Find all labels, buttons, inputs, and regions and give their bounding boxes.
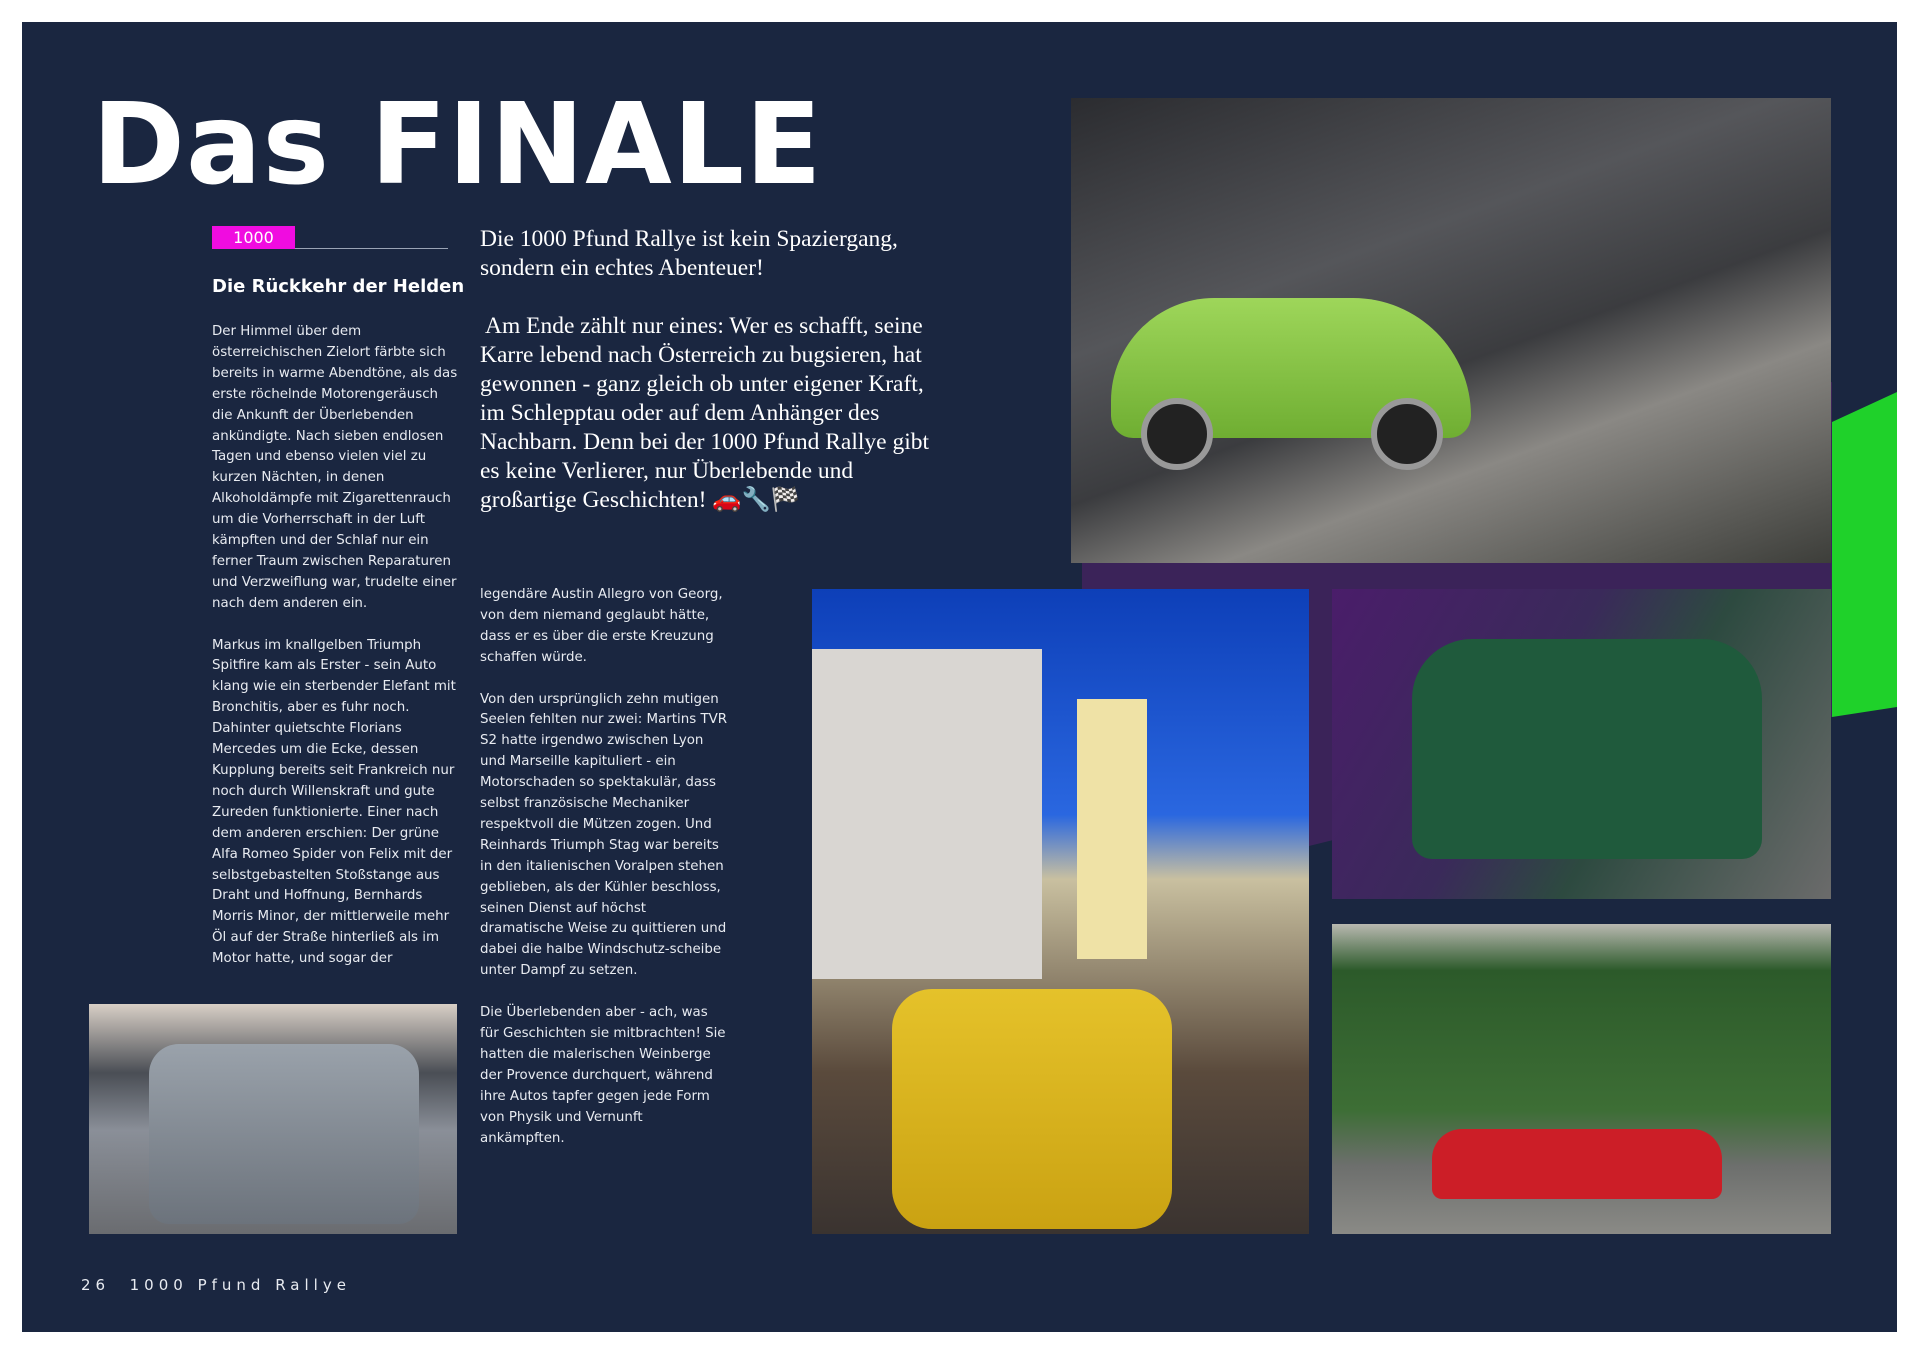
yellow-car bbox=[892, 989, 1172, 1229]
photo-green-car bbox=[1332, 589, 1831, 899]
divider bbox=[295, 248, 448, 249]
car-shape bbox=[149, 1044, 419, 1224]
lead-paragraph: Die 1000 Pfund Rallye ist kein Spaziergang, sondern ein echtes Abenteuer! bbox=[480, 226, 898, 281]
photo-beetle-mountain bbox=[1071, 98, 1831, 563]
paragraph: Der Himmel über dem österreichischen Zielort färbte sich bereits in warme Abendtöne, als das erste röchelnde Motorengeräusch die Ankunft der Überlebenden ankündigte. Nach sieben endlosen Tagen und ebenso vielen viel zu kurzen Nächten, in denen Alkoholdämpfe mit Zigarettenrauch um die Vorherrschaft in der Luft kämpften und der Schlaf nur ein ferner Traum zwischen Reparaturen und Verzweiflung war, trudelte einer nach dem anderen ein. bbox=[212, 324, 458, 611]
paragraph: Die Überlebenden aber - ach, was für Geschichten sie mitbrachten! Sie hatten die malerischen Weinberge der Provence durchquert, während ihre Autos tapfer gegen jede Form von Physik und Vernunft ankämpften. bbox=[480, 1005, 726, 1146]
page-title: Das FINALE bbox=[92, 80, 823, 210]
lead-text bbox=[480, 225, 950, 544]
page-footer: 26 1000 Pfund Rallye bbox=[81, 1276, 351, 1294]
wheel bbox=[1141, 398, 1213, 470]
photo-red-car-mountains bbox=[1332, 924, 1831, 1234]
red-car bbox=[1432, 1129, 1722, 1199]
paragraph: Von den ursprünglich zehn mutigen Seelen fehlten nur zwei: Martins TVR S2 hatte irgendwo zwischen Lyon und Marseille kapituliert - ein Motorschaden so spektakulär, dass selbst französische Mechaniker respektvoll die Mützen zogen. Und Reinhards Triumph Stag war bereits in den italienischen Voralpen stehen geblieben, als der Kühler beschloss, seinen Dienst auf höchst dramatische Weise zu quittieren und dabei die halbe Windschutz-scheibe unter Dampf zu setzen. bbox=[480, 691, 728, 979]
photo-church-square bbox=[812, 589, 1309, 1234]
church-tower bbox=[1077, 699, 1147, 959]
lead-paragraph: Am Ende zählt nur eines: Wer es schafft, seine Karre lebend nach Österreich zu bugsieren, hat gewonnen - ganz gleich ob unter eigener Kraft, im Schlepptau oder auf dem Anhänger des Nachbarn. Denn bei der 1000 Pfund Rallye gibt es keine Verlierer, nur Überlebende und großartige Geschichten! 🚗🔧🏁 bbox=[480, 313, 930, 513]
section-tag: 1000 bbox=[212, 226, 295, 249]
car-shape bbox=[1412, 639, 1762, 859]
left-column bbox=[212, 322, 462, 991]
article-heading: Die Rückkehr der Helden bbox=[212, 276, 465, 297]
paragraph: Markus im knallgelben Triumph Spitfire kam als Erster - sein Auto klang wie ein sterbender Elefant mit Bronchitis, aber es fuhr noch. Dahinter quietschte Florians Mercedes um die Ecke, dessen Kupplung bereits seit Frankreich nur noch durch Willenskraft und gute Zureden funktionierte. Einer nach dem anderen erschien: Der grüne Alfa Romeo Spider von Felix mit der selbstgebastelten Stoßstange aus Draht und Hoffnung, Bernhards Morris Minor, der mittlerweile mehr Öl auf der Straße hinterließ als im Motor hatte, und sogar der bbox=[212, 637, 456, 967]
middle-column bbox=[480, 585, 730, 1170]
paragraph: legendäre Austin Allegro von Georg, von dem niemand geglaubt hätte, dass er es über die erste Kreuzung schaffen würde. bbox=[480, 587, 723, 665]
wheel bbox=[1371, 398, 1443, 470]
building bbox=[812, 649, 1042, 979]
magazine-page bbox=[22, 22, 1897, 1332]
photo-damaged-car bbox=[89, 1004, 457, 1234]
